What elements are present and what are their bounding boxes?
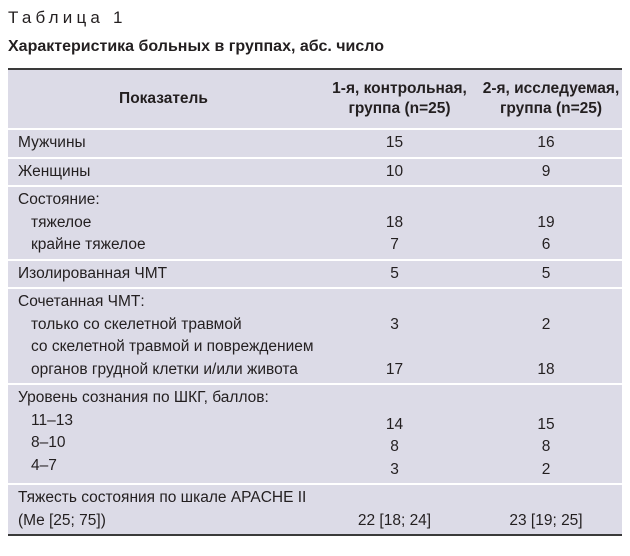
header-group-2-line-2: группа (n=25) bbox=[499, 100, 603, 117]
group-1-value: 18 bbox=[385, 213, 404, 231]
row-label: Уровень сознания по ШКГ, баллов: bbox=[18, 389, 269, 406]
group-1-value: 7 bbox=[390, 236, 399, 253]
group-1-value: 17 bbox=[385, 360, 404, 378]
group-1-values bbox=[319, 385, 470, 483]
row-label: Сочетанная ЧМТ: bbox=[18, 293, 145, 310]
group-2-value: 16 bbox=[537, 134, 555, 151]
group-1-value: 3 bbox=[390, 315, 399, 333]
sub-label-organs-line-2: органов грудной клетки и/или живота bbox=[31, 360, 298, 378]
group-2-value: 6 bbox=[541, 236, 551, 253]
patients-table bbox=[8, 68, 622, 536]
table-row-men bbox=[8, 130, 622, 159]
table-title: Характеристика больных в группах, абс. число bbox=[8, 38, 384, 55]
group-1-value: 10 bbox=[385, 162, 404, 180]
row-label: Состояние: bbox=[18, 191, 100, 208]
table-row-isolated bbox=[8, 261, 622, 290]
header-indicator: Показатель bbox=[119, 90, 208, 107]
apache-labels bbox=[8, 485, 319, 534]
sub-label-skeletal: только со скелетной травмой bbox=[31, 315, 242, 333]
table-row-state bbox=[8, 187, 622, 261]
group-2-values bbox=[470, 385, 622, 483]
table-row-women bbox=[8, 159, 622, 188]
consciousness-labels bbox=[8, 385, 319, 483]
group-2-value: 18 bbox=[537, 360, 555, 378]
group-1-value: 5 bbox=[390, 264, 399, 282]
group-1-value: 14 bbox=[385, 415, 404, 433]
header-group-2-line-1: 2-я, исследуемая, bbox=[482, 80, 620, 97]
sub-label-severe: тяжелое bbox=[31, 213, 92, 231]
group-1-values bbox=[319, 485, 470, 534]
sub-label-range-1: 11–13 bbox=[31, 411, 73, 429]
sub-label-range-3: 4–7 bbox=[31, 456, 57, 474]
group-2-value: 5 bbox=[541, 264, 551, 282]
group-1-values bbox=[319, 289, 470, 383]
group-2-values bbox=[470, 187, 622, 259]
group-2-value: 8 bbox=[541, 438, 551, 455]
sub-label-range-2: 8–10 bbox=[31, 434, 66, 451]
header-group-2 bbox=[470, 77, 622, 121]
header-group-1-line-1: 1-я, контрольная, bbox=[332, 80, 467, 97]
group-1-value: 8 bbox=[390, 438, 399, 455]
group-2-value: 23 [19; 25] bbox=[509, 511, 583, 529]
sub-label-organs-line-1: со скелетной травмой и повреждением bbox=[31, 338, 314, 355]
combined-labels bbox=[8, 289, 319, 383]
row-label: Изолированная ЧМТ bbox=[18, 264, 168, 282]
table-header-row bbox=[8, 70, 622, 130]
row-label: Женщины bbox=[18, 162, 91, 180]
group-1-values bbox=[319, 187, 470, 259]
group-1-value: 15 bbox=[385, 134, 404, 151]
group-2-values bbox=[470, 485, 622, 534]
group-1-value: 3 bbox=[390, 460, 399, 478]
group-2-value: 19 bbox=[537, 213, 555, 231]
group-2-values bbox=[470, 289, 622, 383]
group-1-value: 22 [18; 24] bbox=[357, 511, 432, 529]
table-row-combined bbox=[8, 289, 622, 385]
sub-label-extreme: крайне тяжелое bbox=[31, 236, 146, 253]
header-group-1-line-2: группа (n=25) bbox=[348, 100, 451, 117]
group-2-value: 2 bbox=[541, 460, 551, 478]
group-2-value: 2 bbox=[541, 315, 551, 333]
table-row-apache bbox=[8, 485, 622, 534]
table-row-consciousness bbox=[8, 385, 622, 485]
group-2-value: 9 bbox=[541, 162, 551, 180]
table-caption: Таблица 1 bbox=[8, 8, 127, 27]
group-2-value: 15 bbox=[537, 415, 555, 433]
row-label: Мужчины bbox=[18, 134, 86, 151]
header-group-1 bbox=[319, 77, 470, 121]
row-label-line-2: (Me [25; 75]) bbox=[18, 511, 106, 529]
state-labels bbox=[8, 187, 319, 259]
row-label-line-1: Тяжесть состояния по шкале APACHE II bbox=[18, 489, 307, 506]
